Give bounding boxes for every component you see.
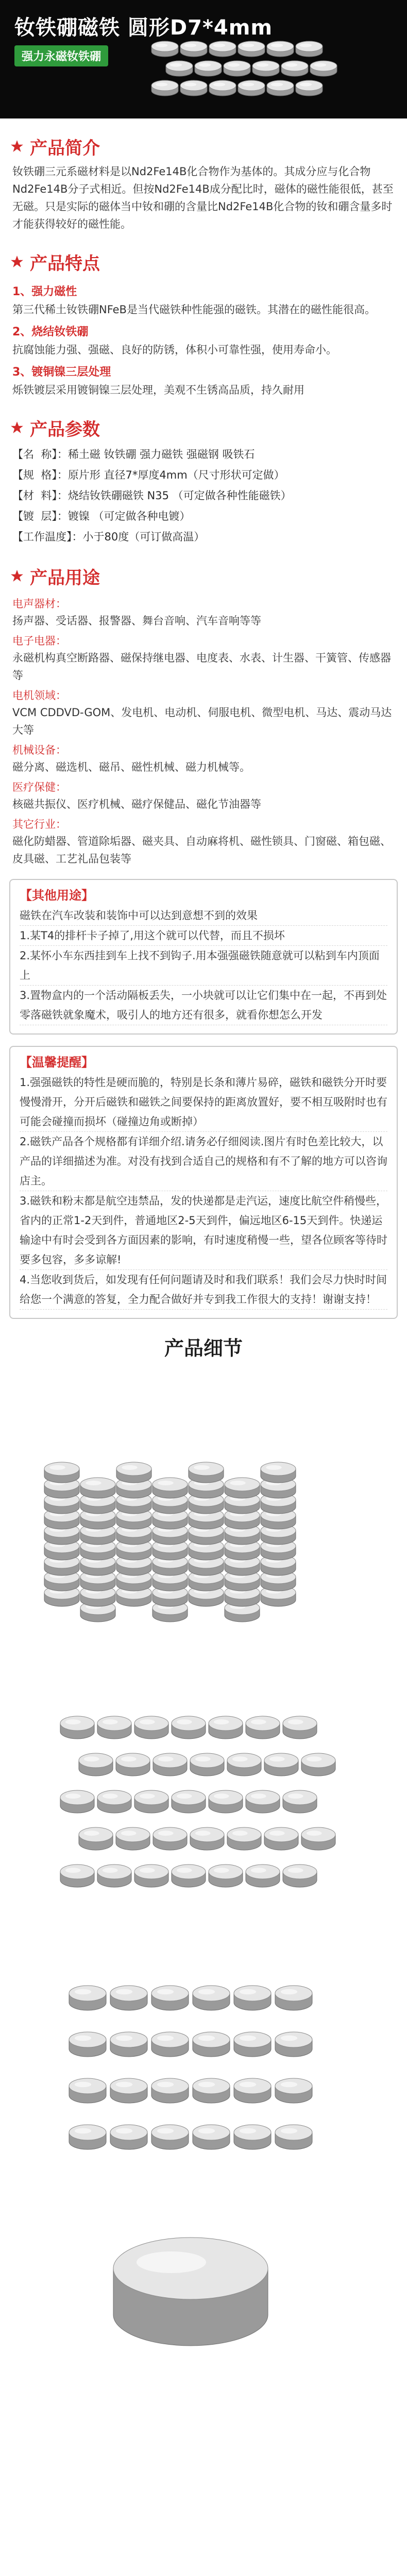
product-photo-stack — [0, 1376, 381, 1665]
details-heading — [0, 1319, 407, 1366]
other-uses-line: 3.置物盒内的一个活动隔板丢失，一小块就可以让它们集中在一起，不再到处零落磁铁就象魔术，吸引人的地方还有很多，就看你想怎么开发 — [20, 986, 387, 1025]
param-value: 原片形 直径7*厚度4mm（尺寸形状可定做） — [67, 469, 285, 481]
param-key: 【工作温度】： — [12, 531, 83, 543]
params-heading — [0, 411, 407, 444]
tips-line: 3.磁铁和粉末都是航空违禁品，发的快递都是走汽运，速度比航空件稍慢些，省内的正常1-2天到件，普通地区2-5天到件，偏远地区6-15天到件。快递运输途中有时会受到各方面因素的影响，有时速度稍慢一些，望各位顾客等待时要多包容，多多谅解! — [20, 1191, 387, 1270]
other-uses-title: 【其他用途】 — [20, 888, 94, 903]
param-row — [12, 444, 395, 465]
other-uses-box — [9, 879, 398, 1035]
star-icon — [10, 255, 24, 268]
uses-title: 产品用途 — [30, 567, 100, 588]
use-label: 电子电器： — [12, 635, 66, 647]
param-value: 小于80度（可订做高温） — [82, 531, 205, 543]
intro-title: 产品简介 — [30, 138, 100, 159]
hero-badge: 强力永磁钕铁硼 — [14, 45, 108, 66]
param-row — [12, 485, 395, 506]
other-uses-line: 2.某怀小车东西挂到车上找不到钩子.用本强强磁铁随意就可以粘到车内顶面上 — [20, 946, 387, 986]
other-uses-line: 磁铁在汽车改装和装饰中可以达到意想不到的效果 — [20, 906, 387, 926]
feature-text: 第三代稀土钕铁硼NFeB是当代磁铁种性能强的磁铁。其潜在的磁性能很高。 — [12, 303, 376, 316]
param-row — [12, 506, 395, 527]
use-label: 其它行业： — [12, 818, 66, 831]
details-title: 产品细节 — [164, 1337, 243, 1360]
feature-heading: 3、镀铜镍三层处理 — [12, 366, 111, 379]
product-photo-grid — [0, 1677, 381, 1935]
other-uses-line: 1.某T4的排杆卡子掉了,用这个就可以代替，而且不损坏 — [20, 926, 387, 946]
use-label: 电声器材： — [12, 598, 66, 610]
features-list — [0, 278, 407, 399]
star-icon — [10, 140, 24, 153]
param-value: 镀镍 （可定做各种电镀） — [67, 510, 191, 522]
use-label: 机械设备： — [12, 744, 66, 756]
param-row — [12, 527, 395, 547]
uses-list — [0, 592, 407, 868]
feature-text: 烁铁镀层采用镀铜镍三层处理，美观不生锈高品质，持久耐用 — [12, 384, 304, 396]
features-heading — [0, 245, 407, 278]
params-title: 产品参数 — [30, 419, 100, 440]
use-text: 永磁机构真空断路器、磁保持继电器、电度表、水表、计生器、干簧管、传感器等 — [12, 652, 391, 682]
product-photo-single — [0, 2201, 381, 2387]
use-text: 核磁共振仪、医疗机械、磁疗保健品、磁化节油器等 — [12, 798, 261, 810]
hero-title: 钕铁硼磁铁 圆形D7*4mm — [14, 16, 273, 40]
feature-heading: 1、强力磁性 — [12, 285, 77, 298]
param-key: 【镀 层】： — [12, 510, 68, 522]
tips-line: 4.当您收到货后，如发现有任何问题请及时和我们联系！我们会尽力快时时间给您一个满意的答复，全力配合做好并专到我工作很大的支持！谢谢支持！ — [20, 1270, 387, 1310]
param-value: 烧结钕铁硼磁铁 N35 （可定做各种性能磁铁） — [67, 489, 292, 502]
tips-line: 1.强强磁铁的特性是硬而脆的，特别是长条和薄片易碎，磁铁和磁铁分开时要慢慢滑开，分开后磁铁和磁铁之间要保持的距离放置好，要不相互吸附时也有可能会碰撞而损坏（碰撞边角或断掉） — [20, 1073, 387, 1132]
intro-heading — [0, 130, 407, 163]
param-key: 【材 料】： — [12, 489, 68, 502]
param-key: 【名 称】： — [12, 448, 68, 461]
tips-title: 【温馨提醒】 — [20, 1055, 94, 1070]
use-text: 扬声器、受话器、报警器、舞台音响、汽车音响等等 — [12, 615, 261, 627]
param-value: 稀土磁 钕铁硼 强力磁铁 强磁钢 吸铁石 — [67, 448, 255, 461]
hero-banner — [0, 0, 407, 118]
star-icon — [10, 569, 24, 583]
feature-heading: 2、烧结钕铁硼 — [12, 326, 89, 338]
uses-heading — [0, 560, 407, 592]
use-text: 磁化防蜡器、管道除垢器、磁夹具、自动麻将机、磁性锁具、门窗磁、箱包磁、皮具磁、工艺礼品包装等 — [12, 835, 391, 865]
tips-box — [9, 1046, 398, 1319]
features-title: 产品特点 — [30, 253, 100, 274]
feature-text: 抗腐蚀能力强、强磁、良好的防锈，体积小可靠性强，使用寿命小。 — [12, 344, 337, 356]
star-icon — [10, 421, 24, 434]
use-label: 医疗保健： — [12, 781, 66, 793]
params-table — [0, 444, 407, 547]
product-photo-rows — [0, 1947, 381, 2189]
param-row — [12, 465, 395, 485]
param-key: 【规 格】： — [12, 469, 68, 481]
use-text: 磁分离、磁选机、磁吊、磁性机械、磁力机械等。 — [12, 761, 250, 773]
use-label: 电机领域： — [12, 689, 66, 702]
hero-magnets-image — [129, 36, 345, 118]
intro-text: 钕铁硼三元系磁材料是以Nd2Fe14B化合物作为基体的。其成分应与化合物Nd2Fe14B分子式相近。但按Nd2Fe14B成分配比时，磁体的磁性能很低，甚至无磁。只是实际的磁体当中钕和硼的含量比Nd2Fe14B化合物的钕和硼含量多时才能获得较好的磁性能。 — [12, 165, 394, 230]
use-text: VCM CDDVD-GOM、发电机、电动机、伺服电机、微型电机、马达、震动马达大等 — [12, 706, 392, 736]
tips-line: 2.磁铁产品各个规格都有详细介绍.请务必仔细阅读.图片有时色差比较大，以产品的详细描述为准。对没有找到合适自己的规格和有不了解的地方可以咨询店主。 — [20, 1132, 387, 1191]
